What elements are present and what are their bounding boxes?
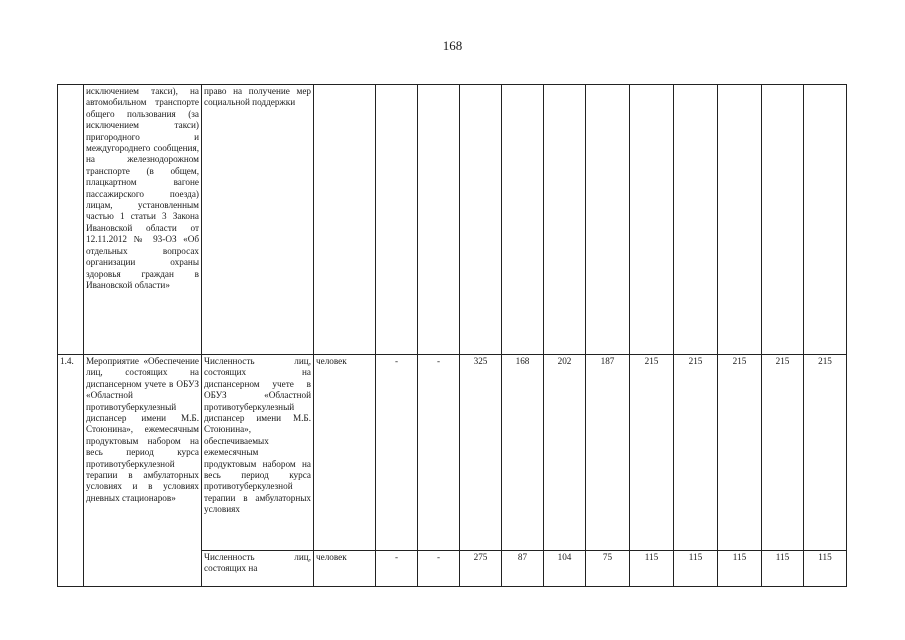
value-cell: 215 bbox=[630, 355, 674, 551]
value-cell: 115 bbox=[630, 551, 674, 587]
value-cell: - bbox=[376, 551, 418, 587]
value-cell: 115 bbox=[718, 551, 762, 587]
page-number: 168 bbox=[442, 38, 463, 53]
unit-cell: человек bbox=[314, 551, 376, 587]
indicator-description: Численность лиц, состоящих на bbox=[202, 551, 314, 587]
indicator-description: Численность лиц, состоящих на диспансерном учете в ОБУЗ «Областной противотуберкулезный диспансер имени М.Б. Стоюнина», обеспечиваемых ежемесячным продуктовым набором на весь период курса противотуберкулезной терапии в амбулаторных условиях bbox=[202, 355, 314, 551]
unit-cell: человек bbox=[314, 355, 376, 551]
value-cell bbox=[630, 85, 674, 355]
value-cell: 168 bbox=[502, 355, 544, 551]
value-cell bbox=[544, 85, 586, 355]
row-index: 1.4. bbox=[58, 355, 84, 587]
unit-cell bbox=[314, 85, 376, 355]
value-cell: 115 bbox=[762, 551, 804, 587]
value-cell bbox=[762, 85, 804, 355]
value-cell: 325 bbox=[460, 355, 502, 551]
indicator-description: право на получение мер социальной поддержки bbox=[202, 85, 314, 355]
value-cell bbox=[586, 85, 630, 355]
table-row bbox=[58, 355, 847, 551]
value-cell: - bbox=[376, 355, 418, 551]
value-cell: 215 bbox=[762, 355, 804, 551]
value-cell bbox=[674, 85, 718, 355]
event-description: исключением такси), на автомобильном транспорте общего пользования (за исключением такси) пригородного и междугороднего сообщения, на железнодорожном транспорте (в общем, плацкартном вагоне пассажирского поезда) лицам, установленным частью 1 статьи 3 Закона Ивановской области от 12.11.2012 № 93-ОЗ «Об отдельных вопросах организации охраны здоровья граждан в Ивановской области» bbox=[84, 85, 202, 355]
value-cell: 215 bbox=[804, 355, 847, 551]
value-cell bbox=[718, 85, 762, 355]
value-cell bbox=[502, 85, 544, 355]
value-cell: 87 bbox=[502, 551, 544, 587]
value-cell: - bbox=[418, 355, 460, 551]
measures-table bbox=[57, 84, 847, 587]
value-cell bbox=[418, 85, 460, 355]
value-cell: 104 bbox=[544, 551, 586, 587]
value-cell bbox=[804, 85, 847, 355]
value-cell: 115 bbox=[804, 551, 847, 587]
event-description: Мероприятие «Обеспечение лиц, состоящих на диспансерном учете в ОБУЗ «Областной противотуберкулезный диспансер имени М.Б. Стоюнина», ежемесячным продуктовым набором на весь период курса противотуберкулезной терапии в амбулаторных условиях и в условиях дневных стационаров» bbox=[84, 355, 202, 587]
value-cell: 275 bbox=[460, 551, 502, 587]
value-cell bbox=[460, 85, 502, 355]
value-cell bbox=[376, 85, 418, 355]
value-cell: 115 bbox=[674, 551, 718, 587]
value-cell: 215 bbox=[674, 355, 718, 551]
table-row bbox=[58, 85, 847, 355]
value-cell: 202 bbox=[544, 355, 586, 551]
value-cell: 75 bbox=[586, 551, 630, 587]
value-cell: 215 bbox=[718, 355, 762, 551]
value-cell: - bbox=[418, 551, 460, 587]
value-cell: 187 bbox=[586, 355, 630, 551]
row-index bbox=[58, 85, 84, 355]
